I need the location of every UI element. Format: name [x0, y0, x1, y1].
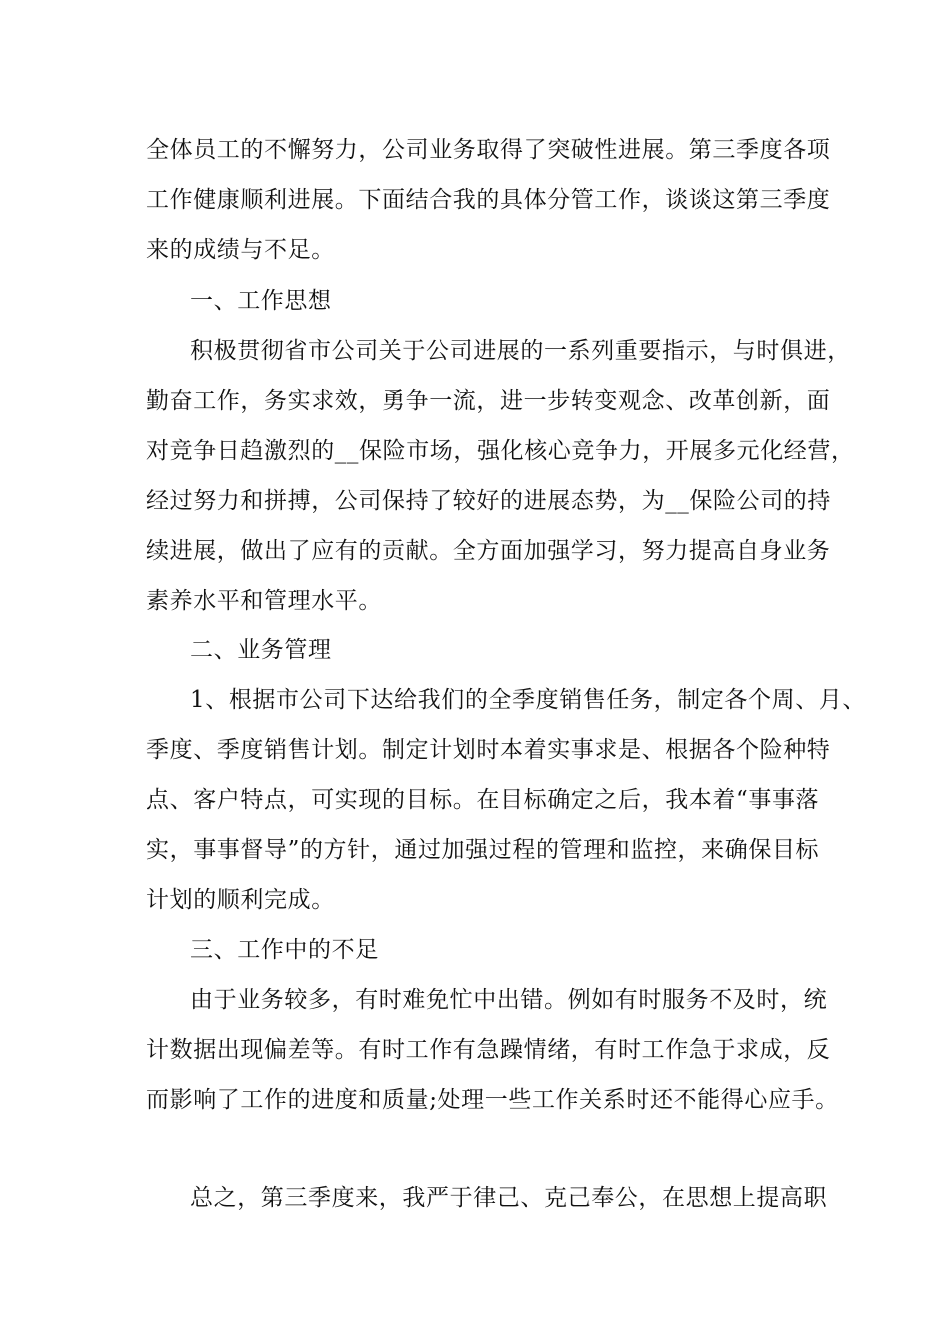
- body-text-line: 总之，第三季度来，我严于律己、克己奉公，在思想上提高职: [190, 1185, 828, 1211]
- body-text-line: 勤奋工作，务实求效，勇争一流，进一步转变观念、改革创新，面: [146, 388, 831, 414]
- body-text-line: 1、根据市公司下达给我们的全季度销售任务，制定各个周、月、: [190, 687, 867, 713]
- body-text-line: 对竞争日趋激烈的__保险市场，强化核心竞争力，开展多元化经营，: [146, 438, 855, 464]
- body-text-line: 计数据出现偏差等。有时工作有急躁情绪，有时工作急于求成，反: [146, 1037, 831, 1063]
- body-text-line: 全体员工的不懈努力，公司业务取得了突破性进展。第三季度各项: [146, 137, 831, 163]
- body-text-line: 素养水平和管理水平。: [146, 588, 382, 614]
- body-text-line: 点、客户特点，可实现的目标。在目标确定之后，我本着“事事落: [146, 787, 820, 813]
- body-text-line: 季度、季度销售计划。制定计划时本着实事求是、根据各个险种特: [146, 737, 831, 763]
- section-heading-shortcomings: 三、工作中的不足: [190, 937, 379, 963]
- body-text-line: 经过努力和拼搏，公司保持了较好的进展态势，为__保险公司的持: [146, 488, 831, 514]
- body-text-line: 续进展，做出了应有的贡献。全方面加强学习，努力提高自身业务: [146, 538, 831, 564]
- body-text-line: 计划的顺利完成。: [146, 887, 335, 913]
- body-text-line: 积极贯彻省市公司关于公司进展的一系列重要指示，与时俱进，: [190, 338, 851, 364]
- body-text-line: 实，事事督导”的方针，通过加强过程的管理和监控，来确保目标: [146, 837, 820, 863]
- body-text-line: 工作健康顺利进展。下面结合我的具体分管工作，谈谈这第三季度: [146, 187, 831, 213]
- section-heading-work-thinking: 一、工作思想: [190, 288, 332, 314]
- section-heading-business-management: 二、业务管理: [190, 637, 332, 663]
- body-text-line: 而影响了工作的进度和质量;处理一些工作关系时还不能得心应手。: [146, 1087, 839, 1113]
- body-text-line: 由于业务较多，有时难免忙中出错。例如有时服务不及时，统: [190, 987, 828, 1013]
- body-text-line: 来的成绩与不足。: [146, 237, 335, 263]
